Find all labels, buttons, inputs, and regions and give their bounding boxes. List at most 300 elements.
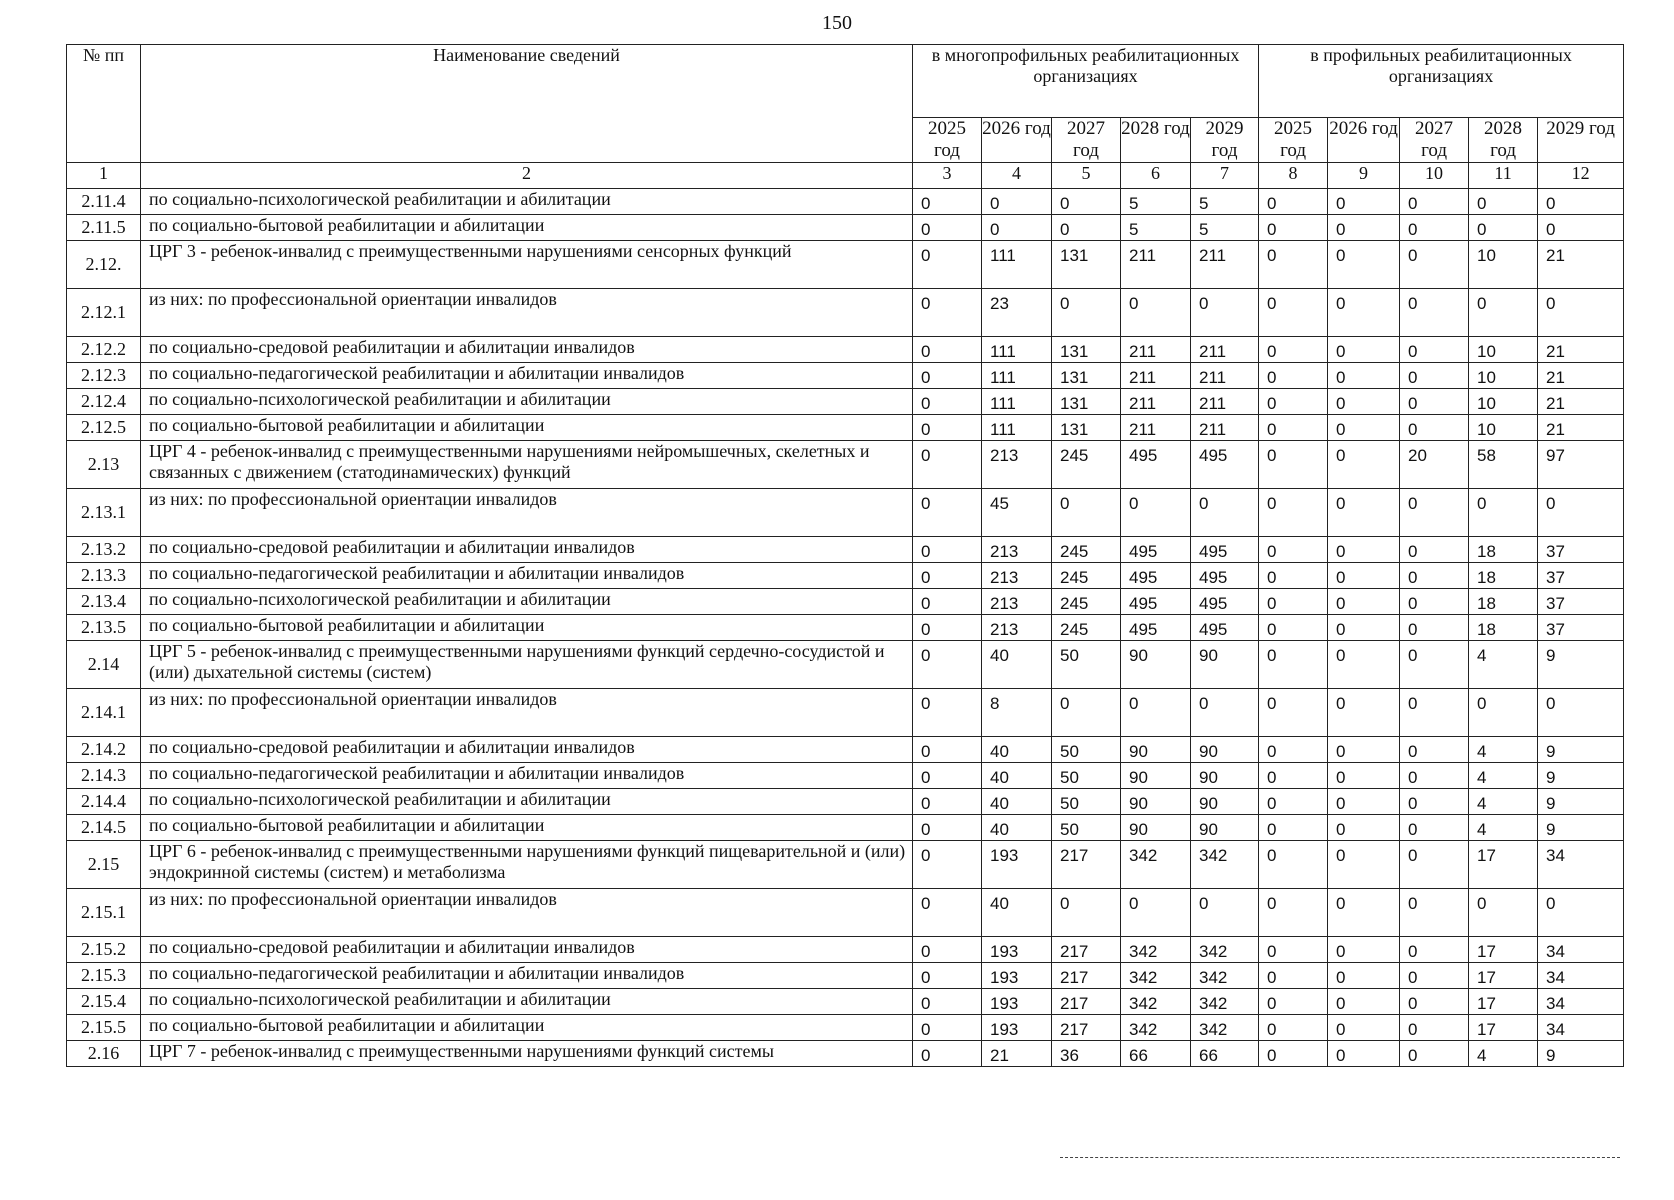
value-cell: 0 <box>1328 763 1400 789</box>
row-number: 2.13.2 <box>67 537 141 563</box>
value-cell: 0 <box>1052 189 1121 215</box>
row-number: 2.15.4 <box>67 989 141 1015</box>
value-cell: 211 <box>1191 337 1259 363</box>
value-cell: 0 <box>1328 889 1400 937</box>
header-year: 2026 год <box>982 118 1052 163</box>
value-cell: 0 <box>913 841 982 889</box>
value-cell: 245 <box>1052 589 1121 615</box>
value-cell: 18 <box>1469 537 1538 563</box>
value-cell: 0 <box>1469 889 1538 937</box>
row-name: по социально-психологической реабилитации и абилитации <box>141 789 913 815</box>
value-cell: 495 <box>1121 615 1191 641</box>
value-cell: 17 <box>1469 937 1538 963</box>
value-cell: 0 <box>982 215 1052 241</box>
value-cell: 0 <box>1538 189 1624 215</box>
value-cell: 0 <box>1328 689 1400 737</box>
table-row <box>67 389 1624 415</box>
row-name: по социально-психологической реабилитации и абилитации <box>141 589 913 615</box>
value-cell: 111 <box>982 389 1052 415</box>
value-cell: 0 <box>1400 289 1469 337</box>
value-cell: 0 <box>1328 189 1400 215</box>
row-number: 2.11.5 <box>67 215 141 241</box>
row-name: ЦРГ 3 - ребенок-инвалид с преимущественными нарушениями сенсорных функций <box>141 241 913 289</box>
row-number: 2.12.1 <box>67 289 141 337</box>
row-name: по социально-педагогической реабилитации и абилитации инвалидов <box>141 363 913 389</box>
value-cell: 245 <box>1052 615 1121 641</box>
table-row <box>67 563 1624 589</box>
value-cell: 131 <box>1052 241 1121 289</box>
value-cell: 0 <box>1259 363 1328 389</box>
header-year: 2029 год <box>1191 118 1259 163</box>
value-cell: 217 <box>1052 937 1121 963</box>
value-cell: 0 <box>1052 289 1121 337</box>
row-number: 2.15.2 <box>67 937 141 963</box>
value-cell: 245 <box>1052 563 1121 589</box>
value-cell: 0 <box>913 589 982 615</box>
value-cell: 495 <box>1191 589 1259 615</box>
row-number: 2.13.5 <box>67 615 141 641</box>
value-cell: 0 <box>1400 415 1469 441</box>
header-year: 2028 год <box>1121 118 1191 163</box>
table-row <box>67 889 1624 937</box>
value-cell: 0 <box>1328 363 1400 389</box>
value-cell: 131 <box>1052 389 1121 415</box>
column-number: 11 <box>1469 163 1538 189</box>
value-cell: 245 <box>1052 441 1121 489</box>
value-cell: 5 <box>1121 189 1191 215</box>
header-year: 2025 год <box>913 118 982 163</box>
value-cell: 495 <box>1121 589 1191 615</box>
column-number: 5 <box>1052 163 1121 189</box>
table-row <box>67 737 1624 763</box>
value-cell: 90 <box>1121 789 1191 815</box>
value-cell: 0 <box>1052 889 1121 937</box>
value-cell: 0 <box>913 641 982 689</box>
table-row <box>67 989 1624 1015</box>
table-row <box>67 441 1624 489</box>
value-cell: 0 <box>1400 889 1469 937</box>
column-number: 12 <box>1538 163 1624 189</box>
header-col-num: № пп <box>67 45 141 163</box>
row-number: 2.16 <box>67 1041 141 1067</box>
value-cell: 0 <box>1400 789 1469 815</box>
value-cell: 0 <box>913 1041 982 1067</box>
value-cell: 0 <box>1400 1041 1469 1067</box>
value-cell: 0 <box>1400 215 1469 241</box>
value-cell: 10 <box>1469 389 1538 415</box>
value-cell: 495 <box>1191 615 1259 641</box>
value-cell: 0 <box>1191 889 1259 937</box>
value-cell: 4 <box>1469 737 1538 763</box>
value-cell: 90 <box>1191 763 1259 789</box>
value-cell: 217 <box>1052 989 1121 1015</box>
value-cell: 0 <box>1328 589 1400 615</box>
value-cell: 20 <box>1400 441 1469 489</box>
value-cell: 0 <box>1328 615 1400 641</box>
value-cell: 0 <box>1052 689 1121 737</box>
value-cell: 217 <box>1052 963 1121 989</box>
row-name: по социально-педагогической реабилитации и абилитации инвалидов <box>141 763 913 789</box>
value-cell: 0 <box>1400 841 1469 889</box>
table-row <box>67 841 1624 889</box>
row-name: по социально-бытовой реабилитации и абилитации <box>141 815 913 841</box>
value-cell: 21 <box>982 1041 1052 1067</box>
value-cell: 0 <box>1469 689 1538 737</box>
value-cell: 342 <box>1121 963 1191 989</box>
footer-divider <box>1060 1157 1620 1158</box>
value-cell: 0 <box>913 189 982 215</box>
value-cell: 0 <box>913 563 982 589</box>
value-cell: 193 <box>982 841 1052 889</box>
row-number: 2.15.1 <box>67 889 141 937</box>
table-row <box>67 615 1624 641</box>
row-number: 2.12.3 <box>67 363 141 389</box>
value-cell: 0 <box>1121 289 1191 337</box>
value-cell: 211 <box>1121 241 1191 289</box>
value-cell: 0 <box>1400 989 1469 1015</box>
value-cell: 0 <box>1328 441 1400 489</box>
value-cell: 0 <box>1121 689 1191 737</box>
value-cell: 193 <box>982 963 1052 989</box>
value-cell: 0 <box>913 789 982 815</box>
value-cell: 193 <box>982 1015 1052 1041</box>
table-row <box>67 937 1624 963</box>
value-cell: 0 <box>1259 441 1328 489</box>
value-cell: 0 <box>1052 489 1121 537</box>
value-cell: 0 <box>913 537 982 563</box>
row-number: 2.12.4 <box>67 389 141 415</box>
header-year: 2026 год <box>1328 118 1400 163</box>
value-cell: 0 <box>1538 215 1624 241</box>
value-cell: 0 <box>1400 1015 1469 1041</box>
value-cell: 40 <box>982 737 1052 763</box>
table-row <box>67 189 1624 215</box>
value-cell: 90 <box>1121 763 1191 789</box>
value-cell: 0 <box>1259 215 1328 241</box>
row-name: по социально-средовой реабилитации и абилитации инвалидов <box>141 937 913 963</box>
value-cell: 5 <box>1191 215 1259 241</box>
page-number: 150 <box>822 12 852 34</box>
value-cell: 50 <box>1052 815 1121 841</box>
value-cell: 0 <box>1538 289 1624 337</box>
value-cell: 4 <box>1469 1041 1538 1067</box>
value-cell: 342 <box>1191 1015 1259 1041</box>
value-cell: 40 <box>982 889 1052 937</box>
value-cell: 211 <box>1121 363 1191 389</box>
value-cell: 0 <box>1259 989 1328 1015</box>
row-name: из них: по профессиональной ориентации инвалидов <box>141 489 913 537</box>
value-cell: 0 <box>913 489 982 537</box>
value-cell: 0 <box>1259 537 1328 563</box>
data-table <box>66 44 1624 1067</box>
value-cell: 0 <box>913 363 982 389</box>
value-cell: 21 <box>1538 337 1624 363</box>
value-cell: 193 <box>982 989 1052 1015</box>
row-name: по социально-психологической реабилитации и абилитации <box>141 389 913 415</box>
value-cell: 245 <box>1052 537 1121 563</box>
value-cell: 211 <box>1191 363 1259 389</box>
value-cell: 0 <box>1259 841 1328 889</box>
value-cell: 10 <box>1469 363 1538 389</box>
value-cell: 90 <box>1191 789 1259 815</box>
value-cell: 0 <box>1328 989 1400 1015</box>
column-number: 10 <box>1400 163 1469 189</box>
value-cell: 0 <box>1328 1015 1400 1041</box>
value-cell: 0 <box>1469 289 1538 337</box>
header-group-profile: в профильных реабилитационных организациях <box>1259 45 1624 118</box>
value-cell: 211 <box>1121 415 1191 441</box>
column-number: 7 <box>1191 163 1259 189</box>
value-cell: 34 <box>1538 1015 1624 1041</box>
value-cell: 0 <box>1328 489 1400 537</box>
value-cell: 0 <box>1328 241 1400 289</box>
value-cell: 21 <box>1538 363 1624 389</box>
row-name: из них: по профессиональной ориентации инвалидов <box>141 889 913 937</box>
value-cell: 0 <box>1400 389 1469 415</box>
value-cell: 0 <box>1538 689 1624 737</box>
value-cell: 0 <box>1259 289 1328 337</box>
value-cell: 111 <box>982 363 1052 389</box>
value-cell: 0 <box>1469 189 1538 215</box>
value-cell: 0 <box>1328 937 1400 963</box>
value-cell: 0 <box>913 441 982 489</box>
value-cell: 90 <box>1191 815 1259 841</box>
value-cell: 0 <box>1400 489 1469 537</box>
row-name: ЦРГ 5 - ребенок-инвалид с преимущественными нарушениями функций сердечно-сосудистой и (или) дыхательной системы (систем) <box>141 641 913 689</box>
value-cell: 0 <box>1259 737 1328 763</box>
value-cell: 0 <box>913 763 982 789</box>
value-cell: 0 <box>1259 789 1328 815</box>
value-cell: 0 <box>1400 189 1469 215</box>
value-cell: 0 <box>1538 489 1624 537</box>
value-cell: 0 <box>913 389 982 415</box>
table-row <box>67 789 1624 815</box>
value-cell: 0 <box>1259 415 1328 441</box>
value-cell: 0 <box>1259 337 1328 363</box>
table-row <box>67 641 1624 689</box>
row-name: по социально-средовой реабилитации и абилитации инвалидов <box>141 337 913 363</box>
row-name: по социально-бытовой реабилитации и абилитации <box>141 1015 913 1041</box>
value-cell: 0 <box>1400 763 1469 789</box>
header-year: 2027 год <box>1052 118 1121 163</box>
row-number: 2.12.5 <box>67 415 141 441</box>
row-name: по социально-средовой реабилитации и абилитации инвалидов <box>141 537 913 563</box>
value-cell: 0 <box>1328 737 1400 763</box>
value-cell: 66 <box>1191 1041 1259 1067</box>
value-cell: 9 <box>1538 815 1624 841</box>
value-cell: 342 <box>1121 937 1191 963</box>
value-cell: 0 <box>1052 215 1121 241</box>
value-cell: 0 <box>1259 589 1328 615</box>
value-cell: 0 <box>1259 889 1328 937</box>
value-cell: 0 <box>913 241 982 289</box>
value-cell: 9 <box>1538 641 1624 689</box>
header-col-name: Наименование сведений <box>141 45 913 163</box>
value-cell: 111 <box>982 415 1052 441</box>
row-number: 2.13.1 <box>67 489 141 537</box>
value-cell: 58 <box>1469 441 1538 489</box>
value-cell: 0 <box>1328 841 1400 889</box>
value-cell: 0 <box>1328 1041 1400 1067</box>
value-cell: 0 <box>1328 563 1400 589</box>
value-cell: 9 <box>1538 1041 1624 1067</box>
value-cell: 0 <box>1328 389 1400 415</box>
value-cell: 0 <box>1328 415 1400 441</box>
value-cell: 342 <box>1121 989 1191 1015</box>
value-cell: 0 <box>1259 815 1328 841</box>
table-row <box>67 289 1624 337</box>
value-cell: 23 <box>982 289 1052 337</box>
row-number: 2.15 <box>67 841 141 889</box>
row-number: 2.13 <box>67 441 141 489</box>
value-cell: 0 <box>1400 815 1469 841</box>
value-cell: 90 <box>1121 641 1191 689</box>
value-cell: 90 <box>1121 737 1191 763</box>
value-cell: 17 <box>1469 841 1538 889</box>
row-number: 2.14.5 <box>67 815 141 841</box>
value-cell: 217 <box>1052 841 1121 889</box>
header-year: 2025 год <box>1259 118 1328 163</box>
value-cell: 0 <box>1400 241 1469 289</box>
value-cell: 211 <box>1121 337 1191 363</box>
value-cell: 40 <box>982 789 1052 815</box>
value-cell: 342 <box>1121 1015 1191 1041</box>
value-cell: 0 <box>913 615 982 641</box>
value-cell: 0 <box>1259 689 1328 737</box>
value-cell: 0 <box>1259 241 1328 289</box>
row-name: по социально-психологической реабилитации и абилитации <box>141 189 913 215</box>
value-cell: 0 <box>1191 289 1259 337</box>
table-row <box>67 215 1624 241</box>
value-cell: 131 <box>1052 415 1121 441</box>
value-cell: 45 <box>982 489 1052 537</box>
value-cell: 0 <box>1400 615 1469 641</box>
value-cell: 17 <box>1469 1015 1538 1041</box>
value-cell: 9 <box>1538 789 1624 815</box>
value-cell: 40 <box>982 763 1052 789</box>
value-cell: 36 <box>1052 1041 1121 1067</box>
value-cell: 0 <box>982 189 1052 215</box>
column-number: 4 <box>982 163 1052 189</box>
value-cell: 90 <box>1191 641 1259 689</box>
row-name: ЦРГ 4 - ребенок-инвалид с преимущественными нарушениями нейромышечных, скелетных и связанных с движением (статодинамических) функций <box>141 441 913 489</box>
value-cell: 21 <box>1538 241 1624 289</box>
value-cell: 0 <box>1328 963 1400 989</box>
row-name: по социально-бытовой реабилитации и абилитации <box>141 215 913 241</box>
value-cell: 0 <box>1328 289 1400 337</box>
row-number: 2.15.5 <box>67 1015 141 1041</box>
table-row <box>67 415 1624 441</box>
value-cell: 0 <box>1400 337 1469 363</box>
value-cell: 0 <box>1400 563 1469 589</box>
value-cell: 342 <box>1191 989 1259 1015</box>
value-cell: 37 <box>1538 615 1624 641</box>
table-row <box>67 1015 1624 1041</box>
value-cell: 0 <box>1328 215 1400 241</box>
value-cell: 211 <box>1191 389 1259 415</box>
value-cell: 213 <box>982 537 1052 563</box>
value-cell: 37 <box>1538 537 1624 563</box>
value-cell: 8 <box>982 689 1052 737</box>
value-cell: 40 <box>982 641 1052 689</box>
value-cell: 18 <box>1469 615 1538 641</box>
value-cell: 50 <box>1052 641 1121 689</box>
value-cell: 40 <box>982 815 1052 841</box>
value-cell: 0 <box>913 937 982 963</box>
row-name: по социально-бытовой реабилитации и абилитации <box>141 415 913 441</box>
value-cell: 0 <box>913 415 982 441</box>
row-number: 2.13.4 <box>67 589 141 615</box>
value-cell: 37 <box>1538 563 1624 589</box>
value-cell: 213 <box>982 563 1052 589</box>
value-cell: 4 <box>1469 789 1538 815</box>
value-cell: 0 <box>913 889 982 937</box>
value-cell: 0 <box>1469 215 1538 241</box>
table-row <box>67 537 1624 563</box>
value-cell: 50 <box>1052 763 1121 789</box>
value-cell: 34 <box>1538 937 1624 963</box>
value-cell: 211 <box>1191 415 1259 441</box>
value-cell: 495 <box>1191 441 1259 489</box>
row-name: по социально-бытовой реабилитации и абилитации <box>141 615 913 641</box>
value-cell: 0 <box>1328 337 1400 363</box>
value-cell: 211 <box>1121 389 1191 415</box>
value-cell: 495 <box>1121 537 1191 563</box>
value-cell: 0 <box>1400 963 1469 989</box>
value-cell: 0 <box>1400 641 1469 689</box>
value-cell: 495 <box>1121 441 1191 489</box>
value-cell: 217 <box>1052 1015 1121 1041</box>
row-name: из них: по профессиональной ориентации инвалидов <box>141 289 913 337</box>
value-cell: 0 <box>913 337 982 363</box>
value-cell: 0 <box>913 1015 982 1041</box>
value-cell: 0 <box>1191 689 1259 737</box>
row-name: по социально-педагогической реабилитации и абилитации инвалидов <box>141 563 913 589</box>
value-cell: 0 <box>1259 1041 1328 1067</box>
value-cell: 10 <box>1469 337 1538 363</box>
table-row <box>67 337 1624 363</box>
table-row <box>67 241 1624 289</box>
value-cell: 495 <box>1191 563 1259 589</box>
column-number: 8 <box>1259 163 1328 189</box>
value-cell: 0 <box>913 989 982 1015</box>
value-cell: 193 <box>982 937 1052 963</box>
row-number: 2.14 <box>67 641 141 689</box>
value-cell: 0 <box>1121 489 1191 537</box>
row-number: 2.12. <box>67 241 141 289</box>
table-row <box>67 589 1624 615</box>
column-number: 3 <box>913 163 982 189</box>
value-cell: 9 <box>1538 763 1624 789</box>
value-cell: 21 <box>1538 389 1624 415</box>
value-cell: 66 <box>1121 1041 1191 1067</box>
header-year: 2027 год <box>1400 118 1469 163</box>
value-cell: 342 <box>1121 841 1191 889</box>
value-cell: 90 <box>1121 815 1191 841</box>
value-cell: 10 <box>1469 241 1538 289</box>
value-cell: 0 <box>1259 763 1328 789</box>
value-cell: 0 <box>1328 815 1400 841</box>
row-number: 2.14.2 <box>67 737 141 763</box>
row-number: 2.15.3 <box>67 963 141 989</box>
value-cell: 0 <box>1121 889 1191 937</box>
value-cell: 37 <box>1538 589 1624 615</box>
value-cell: 34 <box>1538 989 1624 1015</box>
value-cell: 0 <box>1259 1015 1328 1041</box>
value-cell: 34 <box>1538 963 1624 989</box>
value-cell: 213 <box>982 589 1052 615</box>
value-cell: 50 <box>1052 737 1121 763</box>
